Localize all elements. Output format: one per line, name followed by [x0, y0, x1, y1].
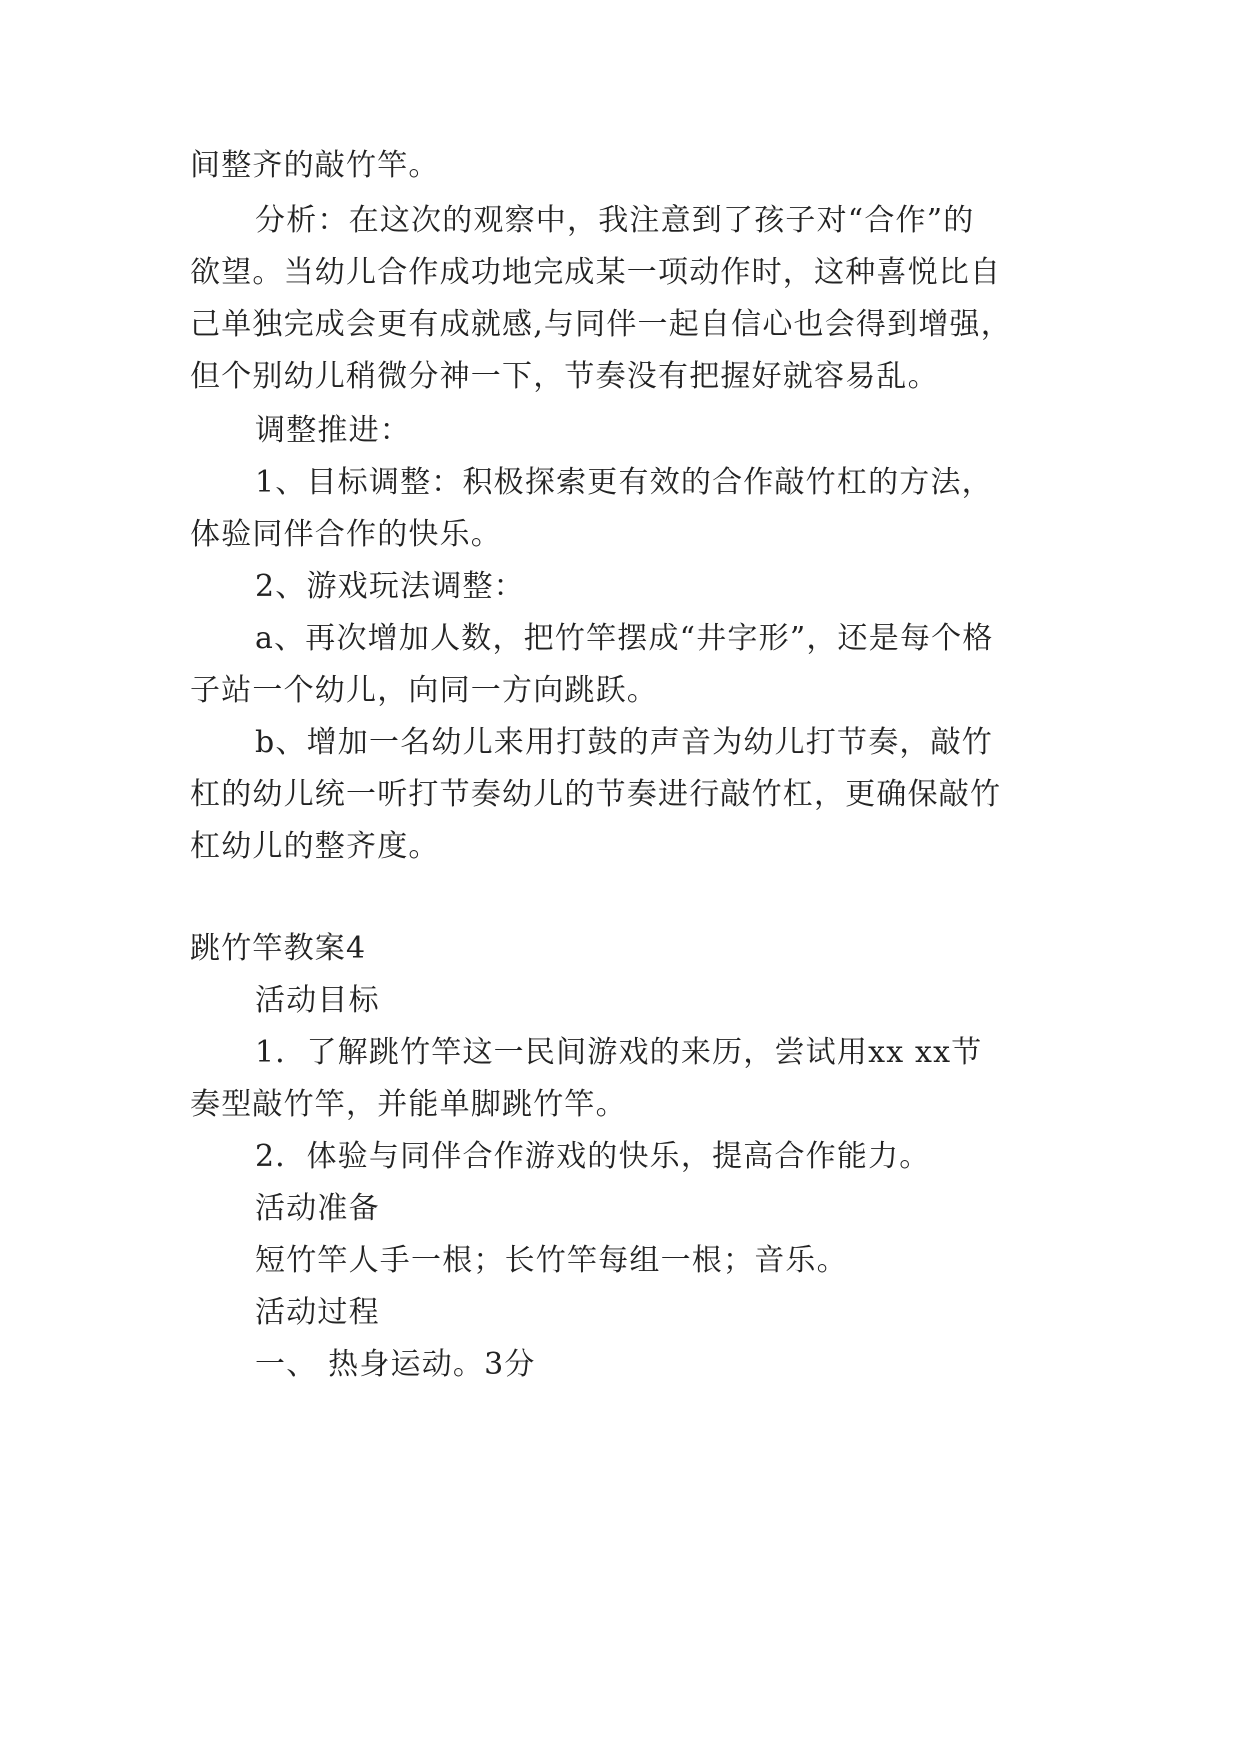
gameplay-adjustment-line: 2、游戏玩法调整：: [255, 569, 525, 604]
goal-item-1: 1．了解跳竹竿这一民间游戏的来历，尝试用xx xx节: [255, 1035, 983, 1070]
process-step-1: 一、 热身运动。3分: [255, 1347, 536, 1382]
activity-goal-heading: 活动目标: [255, 983, 380, 1018]
activity-prep-heading: 活动准备: [255, 1191, 380, 1226]
list-item-b: b、增加一名幼儿来用打鼓的声音为幼儿打节奏，敲竹: [255, 725, 994, 760]
text-line: 杠的幼儿统一听打节奏幼儿的节奏进行敲竹杠，更确保敲竹: [190, 777, 1002, 812]
analysis-paragraph-line: 分析：在这次的观察中，我注意到了孩子对“合作”的: [255, 203, 975, 238]
text-line: 欲望。当幼儿合作成功地完成某一项动作时，这种喜悦比自: [190, 255, 1002, 290]
lesson-plan-title: 跳竹竿教案4: [190, 931, 367, 966]
text-line: 但个别幼儿稍微分神一下，节奏没有把握好就容易乱。: [190, 359, 939, 394]
text-line: 杠幼儿的整齐度。: [190, 829, 440, 864]
text-line: 体验同伴合作的快乐。: [190, 517, 502, 552]
text-line: 奏型敲竹竿，并能单脚跳竹竿。: [190, 1087, 627, 1122]
list-item-a: a、再次增加人数，把竹竿摆成“井字形”，还是每个格: [255, 621, 994, 656]
activity-process-heading: 活动过程: [255, 1295, 380, 1330]
text-line: 己单独完成会更有成就感,与同伴一起自信心也会得到增强，: [190, 307, 1012, 342]
goal-item-2: 2．体验与同伴合作游戏的快乐，提高合作能力。: [255, 1139, 931, 1174]
text-line: 子站一个幼儿，向同一方向跳跃。: [190, 673, 658, 708]
adjustment-heading: 调整推进：: [255, 413, 411, 448]
activity-prep-text: 短竹竿人手一根；长竹竿每组一根；音乐。: [255, 1243, 848, 1278]
goal-adjustment-line: 1、目标调整：积极探索更有效的合作敲竹杠的方法，: [255, 465, 993, 500]
text-line: 间整齐的敲竹竿。: [190, 148, 440, 183]
